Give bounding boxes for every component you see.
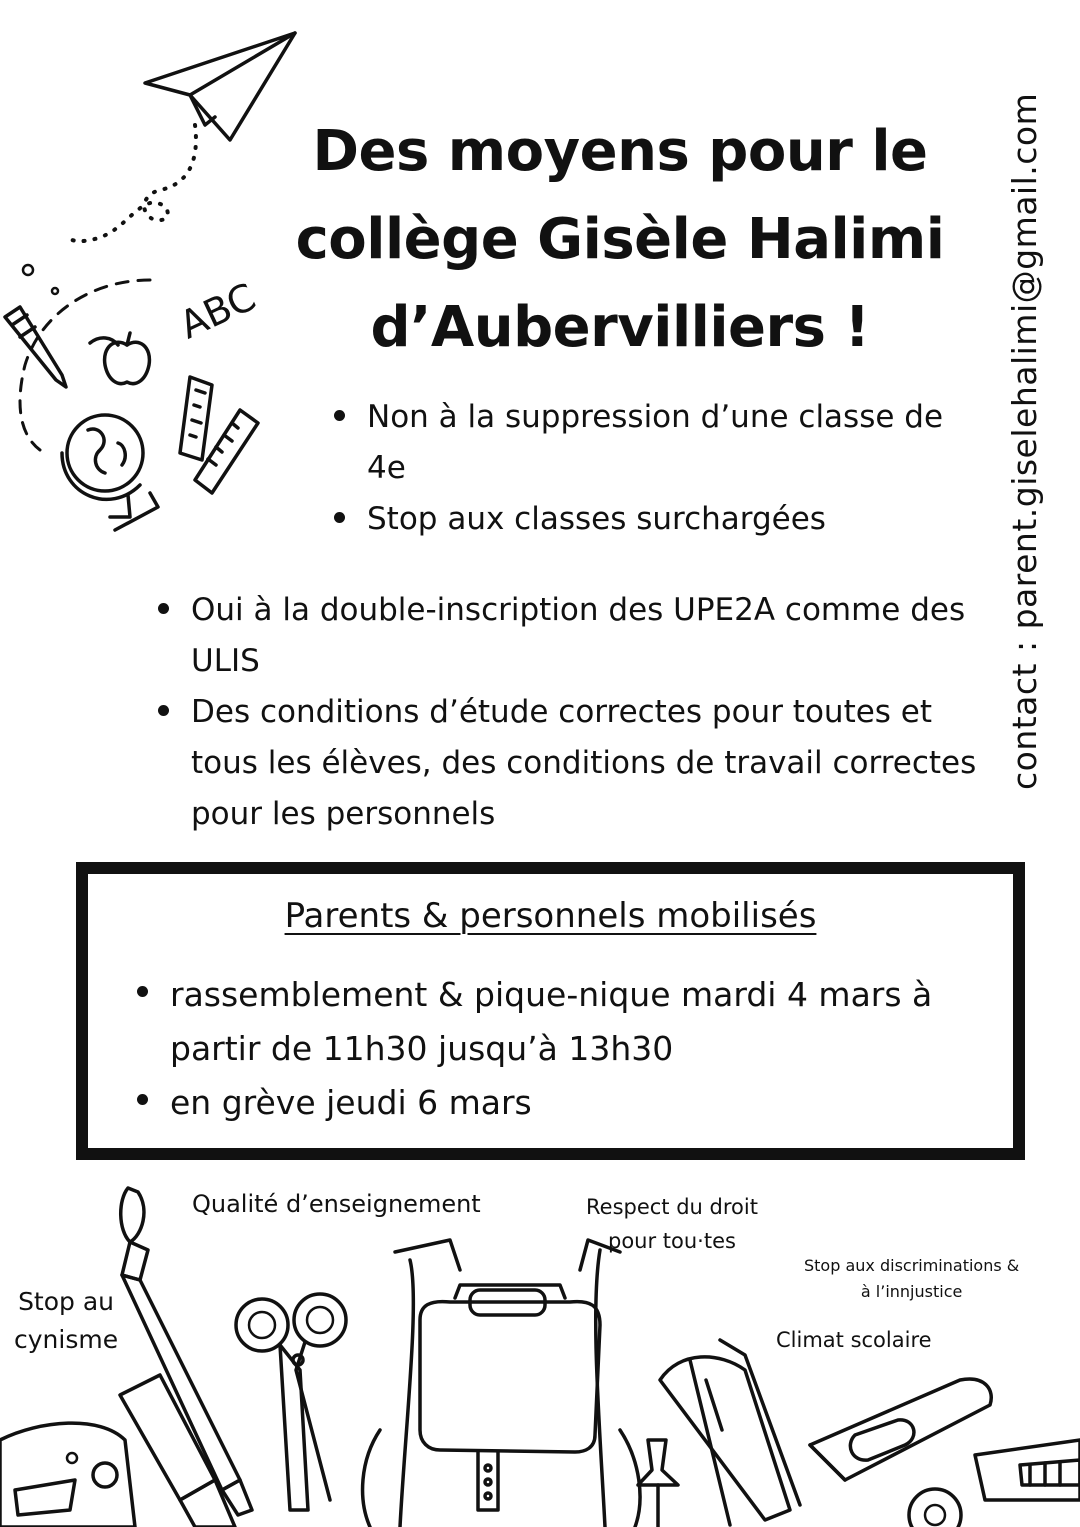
label-cynisme-line-1: Stop au [18, 1287, 115, 1316]
list-item: Non à la suppression d’une classe de 4e [367, 392, 987, 494]
cutter-icon [975, 1440, 1080, 1500]
demands-list-secondary [191, 585, 991, 840]
list-item: Oui à la double-inscription des UPE2A comme des ULIS [191, 585, 991, 687]
label-quality: Qualité d’enseignement [192, 1190, 481, 1218]
apple-icon [90, 333, 149, 384]
label-discrimination-line-1: Stop aux discriminations & [804, 1256, 1020, 1275]
mobilisation-list [170, 968, 1020, 1130]
contact-email[interactable]: contact : parent.giselehalimi@gmail.com [1005, 92, 1044, 790]
label-climat: Climat scolaire [776, 1328, 932, 1352]
title-line-3: d’Aubervilliers ! [370, 295, 870, 360]
label-respect [586, 1190, 758, 1258]
globe-icon [62, 415, 158, 530]
mobilisation-heading: Parents & personnels mobilisés [284, 896, 817, 936]
school-doodles-illustration [0, 25, 310, 525]
scissors-icon [236, 1294, 346, 1510]
tape-icon [909, 1489, 961, 1527]
sharpener-icon [0, 1423, 135, 1527]
label-discrimination [804, 1253, 1019, 1305]
mobilisation-box [76, 862, 1025, 1160]
list-item: en grève jeudi 6 mars [170, 1076, 1020, 1130]
label-respect-line-1: Respect du droit [586, 1195, 758, 1219]
paintbrush-icon [121, 1188, 252, 1515]
title-line-2: collège Gisèle Halimi [295, 207, 945, 272]
label-discrimination-line-2: à l’innjustice [860, 1282, 963, 1301]
label-cynisme-line-2: cynisme [14, 1325, 119, 1354]
school-supplies-illustration [0, 1180, 1080, 1527]
label-respect-line-2: pour tou·tes [607, 1229, 736, 1253]
label-cynisme [14, 1283, 118, 1359]
list-item: Stop aux classes surchargées [367, 494, 987, 545]
title-line-1: Des moyens pour le [312, 119, 928, 184]
ruler-icon [180, 377, 258, 493]
list-item: rassemblement & pique-nique mardi 4 mars à partir de 11h30 jusqu’à 13h30 [170, 968, 1020, 1076]
list-item: Des conditions d’étude correctes pour toutes et tous les élèves, des conditions de travail correctes pour les personnels [191, 687, 991, 840]
page-title [270, 108, 970, 372]
backpack-icon [363, 1240, 640, 1527]
eraser-icon [810, 1379, 991, 1480]
demands-list-primary [367, 392, 987, 545]
pencil-icon [5, 307, 66, 387]
abc-doodle-text: ABC [173, 274, 263, 348]
stapler-icon [660, 1340, 800, 1525]
pushpin-icon [638, 1440, 678, 1527]
